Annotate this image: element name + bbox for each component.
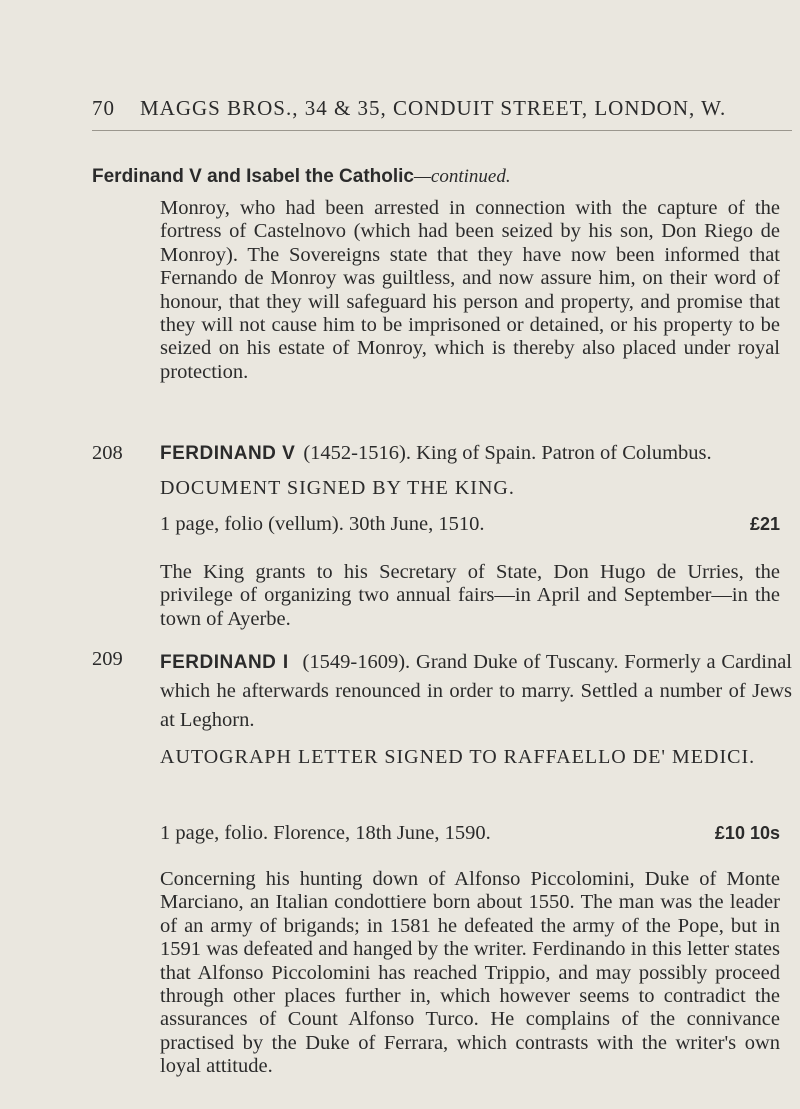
lot-209: [92, 648, 792, 735]
header-rule: [92, 130, 792, 131]
lot-209-notes: Concerning his hunting down of Alfonso Piccolomini, Duke of Monte Marciano, an Italian condottiere born about 1550. The man was the leader of an army of brigands; in 1581 he defeated the army of the Pope, but in 1591 was defeated and hanged by the writer. Ferdinando in this letter states that Alfonso Piccolomini has reached Trippio, and may possibly proceed through other places further in, which however seems to contradict the assurances of Count Alfonso Turco. He complains of the connivance practised by the Duke of Ferrara, which contrasts with the writer's own loyal attitude.: [160, 868, 780, 1078]
lot-name: FERDINAND I: [160, 652, 289, 673]
lot-208: [92, 442, 792, 465]
lot-price: £10 10s: [714, 823, 780, 843]
section-heading: [92, 166, 511, 188]
lot-heading: [92, 648, 792, 735]
lot-209-document-title: AUTOGRAPH LETTER SIGNED TO RAFFAELLO DE' MEDICI.: [160, 746, 756, 768]
lot-price: £21: [749, 514, 780, 534]
section-title: Ferdinand V and Isabel the Catholic: [92, 166, 414, 187]
section-continued: —continued.: [414, 166, 511, 187]
lot-209-details-row: [160, 822, 780, 845]
publisher-line: MAGGS BROS., 34 & 35, CONDUIT STREET, LONDON, W.: [140, 96, 727, 120]
page-number: 70: [92, 96, 115, 120]
continuation-paragraph: Monroy, who had been arrested in connection with the capture of the fortress of Castelnovo (which had been seized by his son, Don Riego de Monroy). The Sovereigns state that they have now been informed that Fernando de Monroy was guiltless, and now assure him, on their word of honour, that they will safeguard his person and property, and promise that they will not cause him to be imprisoned or detained, or his property to be seized on his estate of Monroy, which is thereby also placed under royal protection.: [160, 197, 780, 383]
lot-description: (1549-1609). Grand Duke of Tuscany. Formerly a Cardinal which he afterwards renounced in order to marry. Settled a number of Jews at Leghorn.: [160, 651, 792, 731]
running-header: [92, 96, 792, 121]
lot-name: FERDINAND V: [160, 443, 296, 464]
lot-details: 1 page, folio (vellum). 30th June, 1510.: [160, 513, 485, 535]
lot-details: 1 page, folio. Florence, 18th June, 1590.: [160, 822, 491, 844]
lot-208-details-row: [160, 513, 780, 536]
lot-heading: [92, 442, 792, 465]
lot-208-document-title: DOCUMENT SIGNED BY THE KING.: [160, 477, 515, 499]
lot-number: 208: [92, 442, 123, 464]
lot-description: (1452-1516). King of Spain. Patron of Columbus.: [303, 442, 712, 464]
lot-number: 209: [92, 648, 123, 670]
lot-208-notes: The King grants to his Secretary of State, Don Hugo de Urries, the privilege of organizing two annual fairs—in April and September—in the town of Ayerbe.: [160, 561, 780, 630]
